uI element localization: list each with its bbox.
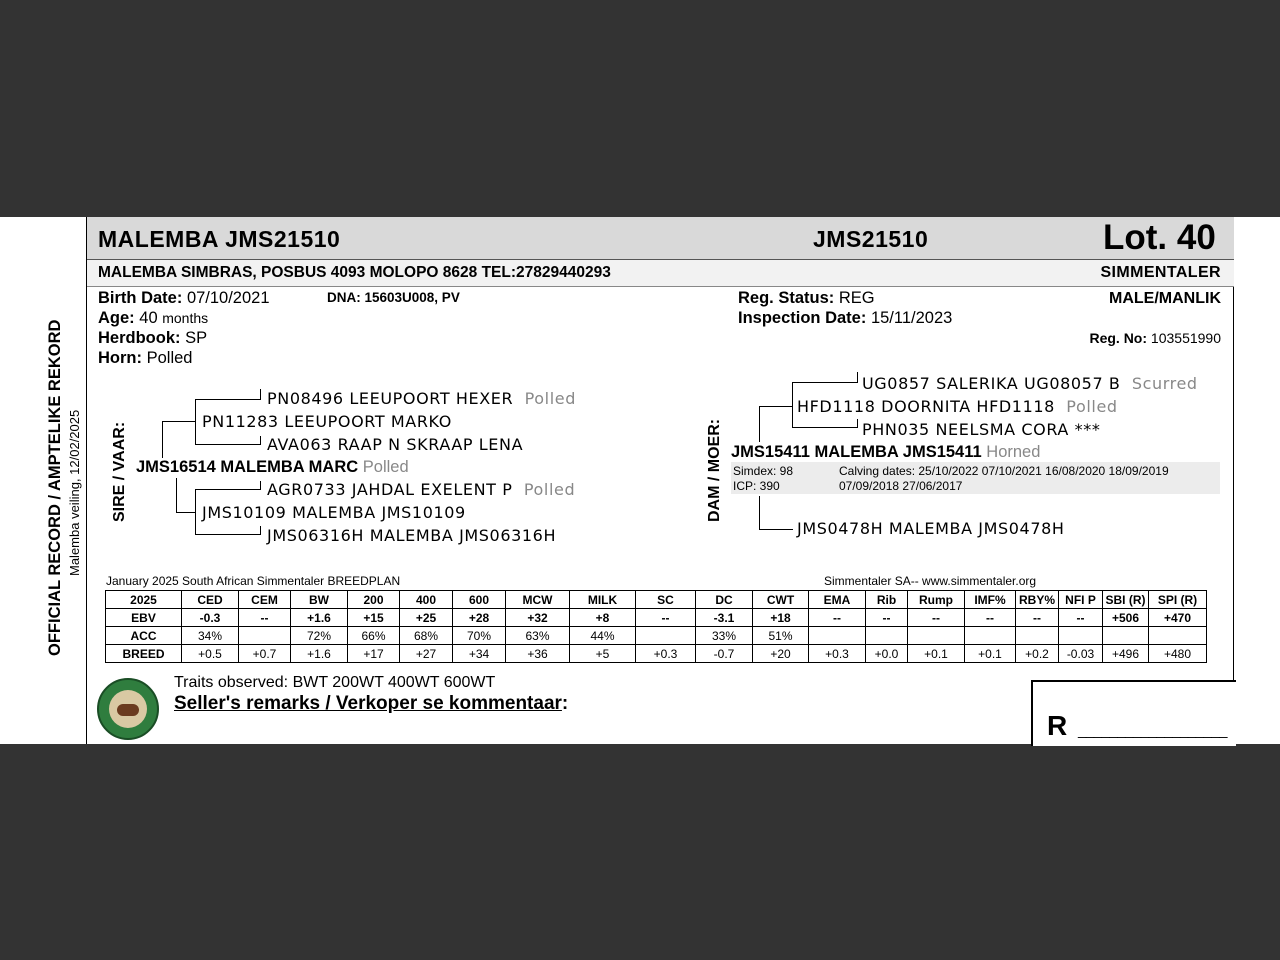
- lot-number: Lot. 40: [1103, 218, 1216, 257]
- society-logo: [97, 678, 159, 740]
- ebv-cell: +28: [453, 609, 506, 627]
- ebv-header-cell: CEM: [239, 591, 291, 609]
- ebv-row-breed: [106, 645, 1207, 663]
- breed-name: SIMMENTALER: [1100, 264, 1221, 281]
- lot-card: [0, 217, 1280, 744]
- ebv-cell: +36: [506, 645, 570, 663]
- sire-dam-sire: AGR0733 JAHDAL EXELENT P Polled: [267, 480, 576, 499]
- ebv-cell: +470: [1149, 609, 1207, 627]
- traits-observed: Traits observed: BWT 200WT 400WT 600WT: [174, 674, 496, 691]
- ebv-row-label: BREED: [106, 645, 182, 663]
- ebv-cell: -0.03: [1059, 645, 1103, 663]
- ebv-cell: 63%: [506, 627, 570, 645]
- ebv-cell: [1103, 627, 1149, 645]
- inspection-date: Inspection Date: 15/11/2023: [738, 309, 953, 327]
- ebv-cell: [636, 627, 696, 645]
- ebv-header-cell: CED: [182, 591, 239, 609]
- ebv-header-cell: 2025: [106, 591, 182, 609]
- ebv-header-cell: SPI (R): [1149, 591, 1207, 609]
- ebv-cell: 66%: [348, 627, 400, 645]
- ebv-cell: +5: [570, 645, 636, 663]
- breedplan-caption: January 2025 South African Simmentaler BREEDPLAN: [106, 574, 401, 588]
- ebv-cell: +0.5: [182, 645, 239, 663]
- ebv-cell: +34: [453, 645, 506, 663]
- ebv-cell: +480: [1149, 645, 1207, 663]
- ebv-cell: -0.7: [696, 645, 753, 663]
- ebv-cell: +27: [400, 645, 453, 663]
- sex: MALE/MANLIK: [1109, 290, 1221, 307]
- ebv-cell: [239, 627, 291, 645]
- ebv-cell: +0.3: [809, 645, 866, 663]
- ebv-header-cell: CWT: [753, 591, 809, 609]
- dam-name: JMS15411 MALEMBA JMS15411 Horned: [731, 443, 1041, 461]
- ebv-cell: [809, 627, 866, 645]
- ebv-cell: +18: [753, 609, 809, 627]
- auction-date-label: Malemba veiling, 12/02/2025: [67, 409, 82, 576]
- ebv-row-label: EBV: [106, 609, 182, 627]
- ebv-row-label: ACC: [106, 627, 182, 645]
- ebv-header-cell: BW: [291, 591, 348, 609]
- seller-remarks-label: Seller's remarks / Verkoper se kommentaar:: [174, 693, 569, 714]
- ebv-cell: 68%: [400, 627, 453, 645]
- ebv-cell: +32: [506, 609, 570, 627]
- ebv-header-cell: IMF%: [965, 591, 1016, 609]
- ebv-cell: --: [1016, 609, 1059, 627]
- ebv-cell: +0.3: [636, 645, 696, 663]
- sire-dam-dam: JMS06316H MALEMBA JMS06316H: [267, 526, 557, 545]
- breeder-line: MALEMBA SIMBRAS, POSBUS 4093 MOLOPO 8628 TEL:27829440293: [98, 264, 611, 281]
- ebv-header-cell: EMA: [809, 591, 866, 609]
- ebv-cell: [1059, 627, 1103, 645]
- sire-label: SIRE / VAAR:: [111, 421, 128, 522]
- reg-status: Reg. Status: REG: [738, 289, 875, 307]
- animal-name: MALEMBA JMS21510: [98, 226, 341, 252]
- ebv-header-cell: Rib: [866, 591, 908, 609]
- ebv-row-acc: [106, 627, 1207, 645]
- ebv-header-cell: MILK: [570, 591, 636, 609]
- ebv-header-cell: DC: [696, 591, 753, 609]
- ebv-cell: [866, 627, 908, 645]
- dam-label: DAM / MOER:: [706, 418, 723, 522]
- dam-dam: JMS0478H MALEMBA JMS0478H: [797, 519, 1065, 538]
- ebv-cell: [965, 627, 1016, 645]
- ebv-cell: [908, 627, 965, 645]
- ebv-cell: 72%: [291, 627, 348, 645]
- ebv-cell: +0.0: [866, 645, 908, 663]
- ebv-cell: +17: [348, 645, 400, 663]
- dam-sire-sire: UG0857 SALERIKA UG08057 B Scurred: [862, 374, 1198, 393]
- birth-date: Birth Date: 07/10/2021: [98, 289, 270, 307]
- ebv-table: [105, 590, 1207, 663]
- ebv-cell: +506: [1103, 609, 1149, 627]
- ebv-header-cell: 200: [348, 591, 400, 609]
- ebv-cell: +25: [400, 609, 453, 627]
- ebv-row-ebv: [106, 609, 1207, 627]
- ebv-header-cell: SBI (R): [1103, 591, 1149, 609]
- ebv-cell: --: [1059, 609, 1103, 627]
- ebv-header-cell: Rump: [908, 591, 965, 609]
- ebv-header-cell: 400: [400, 591, 453, 609]
- dna-info: DNA: 15603U008, PV: [327, 290, 460, 305]
- ebv-cell: [1016, 627, 1059, 645]
- ebv-cell: --: [809, 609, 866, 627]
- sire-sire-dam: AVA063 RAAP N SKRAAP LENA: [267, 435, 524, 454]
- ebv-cell: -3.1: [696, 609, 753, 627]
- ebv-cell: 51%: [753, 627, 809, 645]
- ebv-cell: +8: [570, 609, 636, 627]
- currency-label: R: [1047, 710, 1068, 741]
- dam-sire-dam: PHN035 NEELSMA CORA ***: [862, 420, 1101, 439]
- sire-sire: PN11283 LEEUPOORT MARKO: [202, 412, 452, 431]
- simdex: Simdex: 98: [733, 464, 794, 478]
- dam-sire: HFD1118 DOORNITA HFD1118 Polled: [797, 397, 1118, 416]
- ebv-cell: 34%: [182, 627, 239, 645]
- calving-dates: Calving dates: 25/10/2022 07/10/2021 16/08/2020 18/09/2019: [839, 464, 1169, 478]
- ebv-cell: 70%: [453, 627, 506, 645]
- ebv-cell: --: [866, 609, 908, 627]
- ebv-cell: +0.1: [965, 645, 1016, 663]
- ebv-cell: +15: [348, 609, 400, 627]
- society-caption: Simmentaler SA-- www.simmentaler.org: [824, 574, 1037, 588]
- icp: ICP: 390: [733, 479, 780, 493]
- official-record-label: OFFICIAL RECORD / AMPTELIKE REKORD: [46, 319, 64, 656]
- sire-sire-sire: PN08496 LEEUPOORT HEXER Polled: [267, 389, 576, 408]
- ebv-cell: [1149, 627, 1207, 645]
- ebv-header-cell: RBY%: [1016, 591, 1059, 609]
- ebv-cell: +20: [753, 645, 809, 663]
- ebv-cell: -0.3: [182, 609, 239, 627]
- ebv-header-cell: NFI P: [1059, 591, 1103, 609]
- ebv-cell: +0.2: [1016, 645, 1059, 663]
- ebv-cell: +1.6: [291, 645, 348, 663]
- ebv-cell: --: [908, 609, 965, 627]
- calving-dates-2: 07/09/2018 27/06/2017: [839, 479, 963, 493]
- ebv-cell: 33%: [696, 627, 753, 645]
- animal-code: JMS21510: [813, 226, 929, 252]
- ebv-header-cell: 600: [453, 591, 506, 609]
- ebv-cell: 44%: [570, 627, 636, 645]
- price-line[interactable]: ___________________: [1078, 722, 1228, 739]
- ebv-header-cell: SC: [636, 591, 696, 609]
- ebv-cell: --: [636, 609, 696, 627]
- ebv-cell: +496: [1103, 645, 1149, 663]
- ebv-cell: +0.7: [239, 645, 291, 663]
- herdbook: Herdbook: SP: [98, 329, 208, 347]
- age: Age: 40 months: [98, 309, 209, 327]
- ebv-cell: +0.1: [908, 645, 965, 663]
- ebv-cell: --: [239, 609, 291, 627]
- ebv-cell: +1.6: [291, 609, 348, 627]
- ebv-cell: --: [965, 609, 1016, 627]
- ebv-header-row: [106, 591, 1207, 609]
- sire-dam: JMS10109 MALEMBA JMS10109: [202, 503, 466, 522]
- sire-name: JMS16514 MALEMBA MARC Polled: [136, 458, 409, 476]
- reg-no: Reg. No: 103551990: [1089, 330, 1221, 346]
- horn-status: Horn: Polled: [98, 349, 193, 367]
- ebv-header-cell: MCW: [506, 591, 570, 609]
